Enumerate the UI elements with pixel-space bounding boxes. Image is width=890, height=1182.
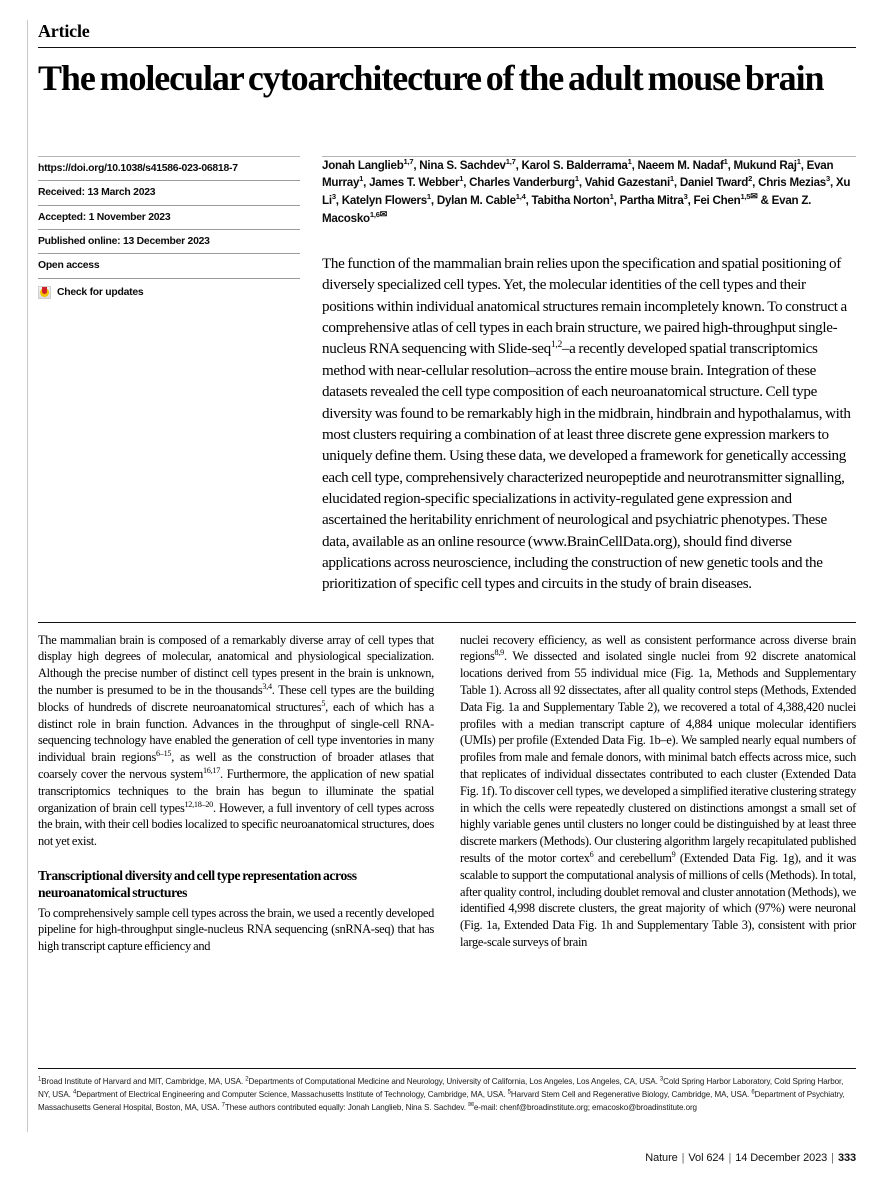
footer-date: 14 December 2023 bbox=[735, 1152, 828, 1164]
publication-meta-column bbox=[38, 156, 300, 596]
body-divider bbox=[38, 622, 856, 623]
body-paragraph-intro: The mammalian brain is composed of a remarkably diverse array of cell types that display high degrees of molecular, anatomical and physiological specialization. Although the precise number of distinct cell types present in the brain is unknown, the number is presumed to be in the thousands$^{3,4}$. These cell types are the building blocks of hundreds of discrete neuroanatomical structures$^5$, each of which has a distinct role in brain function. Advances in the throughput of single-cell RNA-sequencing technology have enabled the generation of cell type inventories in many individual brain regions$^{6-15}$, as well as the construction of broader atlases that coarsely cover the nervous system$^{16,17}$. Furthermore, the application of new spatial transcriptomics techniques to the brain has begun to illuminate the spatial organization of brain cell types$^{12,18-20}$. However, a full inventory of cell types across the brain, with their cell bodies localized to specific neuroanatomical structures, does not yet exist. bbox=[38, 632, 434, 849]
section-heading: Transcriptional diversity and cell type representation across neuroanatomical structures bbox=[38, 867, 357, 900]
affiliations-block: $^1$Broad Institute of Harvard and MIT, Cambridge, MA, USA. $^2$Departments of Computational Medicine and Neurology, University of California, Los Angeles, Los Angeles, CA, USA. $^3$Cold Spring Harbor Laboratory, Cold Spring Harbor, NY, USA. $^4$Department of Electrical Engineering and Computer Science, Massachusetts Institute of Technology, Cambridge, MA, USA. $^5$Harvard Stem Cell and Regenerative Biology, Cambridge, MA, USA. $^6$Department of Psychiatry, Massachusetts General Hospital, Boston, MA, USA. $^7$These authors contributed equally: Jonah Langlieb, Nina S. Sachdev. ✉e-mail: chenf@broadinstitute.org; emacosko@broadinstitute.org bbox=[38, 1076, 845, 1113]
body-paragraph-sampling: To comprehensively sample cell types across the brain, we used a recently developed pipeline for high-throughput single-nucleus RNA sequencing (snRNA-seq) that has high transcript capture efficiency and bbox=[38, 905, 434, 954]
page-content bbox=[38, 22, 856, 955]
author-list: Jonah Langlieb$^{1,7}$, Nina S. Sachdev$^{1,7}$, Karol S. Balderrama$^1$, Naeem M. Nadaf$^1$, Mukund Raj$^1$, Evan Murray$^1$, James T. Webber$^1$, Charles Vanderburg$^1$, Vahid Gazestani$^1$, Daniel Tward$^2$, Chris Mezias$^3$, Xu Li$^3$, Katelyn Flowers$^1$, Dylan M. Cable$^{1,4}$, Tabitha Norton$^1$, Partha Mitra$^3$, Fei Chen$^{1,5✉}$ & Evan Z. Macosko$^{1,6✉}$ bbox=[322, 156, 851, 225]
body-paragraph-results: nuclei recovery efficiency, as well as consistent performance across diverse brain regions$^{8,9}$. We dissected and isolated single nuclei from 92 discrete anatomical locations derived from 55 individual mice (Fig. 1a, Methods and Supplementary Table 1). Across all 92 dissectates, after all quality control steps (Methods, Extended Data Fig. 1a and Supplementary Table 2), we recovered a total of 4,388,420 nuclei profiles with a median transcript capture of 4,884 unique molecular identifiers (UMIs) per profile (Extended Data Fig. 1b–e). We sampled nearly equal numbers of profiles from male and female donors, with minimal batch effects across mice, such that replicates of individual dissectates contributed to each cluster (Extended Data Fig. 1f). To discover cell types, we developed a simplified iterative clustering strategy in which the cells were repeatedly clustered on distinctions amongst a small set of highly variable genes until clusters no longer could be distinguished by at least three discrete markers (Methods). Our clustering algorithm largely recapitulated published results of the motor cortex$^6$ and cerebellum$^9$ (Extended Data Fig. 1g), and it was scalable to support the computational analysis of millions of cells (Methods). In total, after quality control, including doublet removal and cluster annotation (Methods), we identified 4,998 discrete clusters, the great majority of which (97%) were neuronal (Fig. 1a, Extended Data Fig. 1h and Supplementary Table 3), consistent with prior large-scale surveys of brain bbox=[460, 632, 856, 949]
abstract-text: The function of the mammalian brain relies upon the specification and spatial positioning of diversely specialized cell types. Yet, the molecular identities of the cell types and their positions within individual anatomical structures remain incompletely known. To construct a comprehensive atlas of cell types in each brain structure, we paired high-throughput single-nucleus RNA sequencing with Slide-seq$^{1,2}$–a recently developed spatial transcriptomics method with near-cellular resolution–across the entire mouse brain. Integration of these datasets revealed the cell type composition of each neuroanatomical structure. Cell type diversity was found to be remarkably high in the midbrain, hindbrain and hypothalamus, with most clusters requiring a combination of at least three discrete gene expression markers to uniquely define them. Using these data, we developed a framework for genetically accessing each cell type, comprehensively characterized neuropeptide and neurotransmitter signalling, elucidated region-specific specializations in activity-regulated gene expression and ascertained the heritability enrichment of neurological and psychiatric phenotypes. These data, available as an online resource (www.BrainCellData.org), should find diverse applications across neuroscience, including the construction of new genetic tools and the prioritization of specific cell types and circuits in the study of brain diseases. bbox=[322, 256, 851, 593]
footer-volume: Vol 624 bbox=[688, 1152, 725, 1164]
page-footer bbox=[38, 1152, 856, 1164]
meta-author-zone bbox=[38, 156, 856, 596]
body-column-left bbox=[38, 632, 434, 955]
footer-journal: Nature bbox=[645, 1152, 678, 1164]
footer-separator-3: | bbox=[831, 1152, 834, 1164]
footer-separator-1: | bbox=[681, 1152, 685, 1164]
open-access-label: Open access bbox=[38, 260, 100, 272]
crossmark-icon bbox=[38, 286, 51, 299]
footer-page-number: 333 bbox=[837, 1152, 856, 1164]
page-trim-line bbox=[27, 20, 28, 1132]
header-divider bbox=[38, 47, 856, 48]
check-for-updates-link[interactable] bbox=[38, 279, 300, 305]
body-columns bbox=[38, 632, 856, 955]
article-type-label: Article bbox=[38, 21, 90, 41]
doi-link[interactable]: https://doi.org/10.1038/s41586-023-06818-7 bbox=[38, 162, 238, 174]
page-title: The molecular cytoarchitecture of the adult mouse brain bbox=[38, 58, 824, 98]
published-date: Published online: 13 December 2023 bbox=[38, 235, 210, 247]
received-date: Received: 13 March 2023 bbox=[38, 187, 156, 199]
authors-abstract-column bbox=[300, 156, 856, 596]
check-for-updates-label: Check for updates bbox=[57, 286, 144, 298]
accepted-date: Accepted: 1 November 2023 bbox=[38, 211, 171, 223]
footer-separator-2: | bbox=[728, 1152, 732, 1164]
footnote-divider bbox=[38, 1068, 856, 1069]
body-column-right bbox=[460, 632, 856, 955]
